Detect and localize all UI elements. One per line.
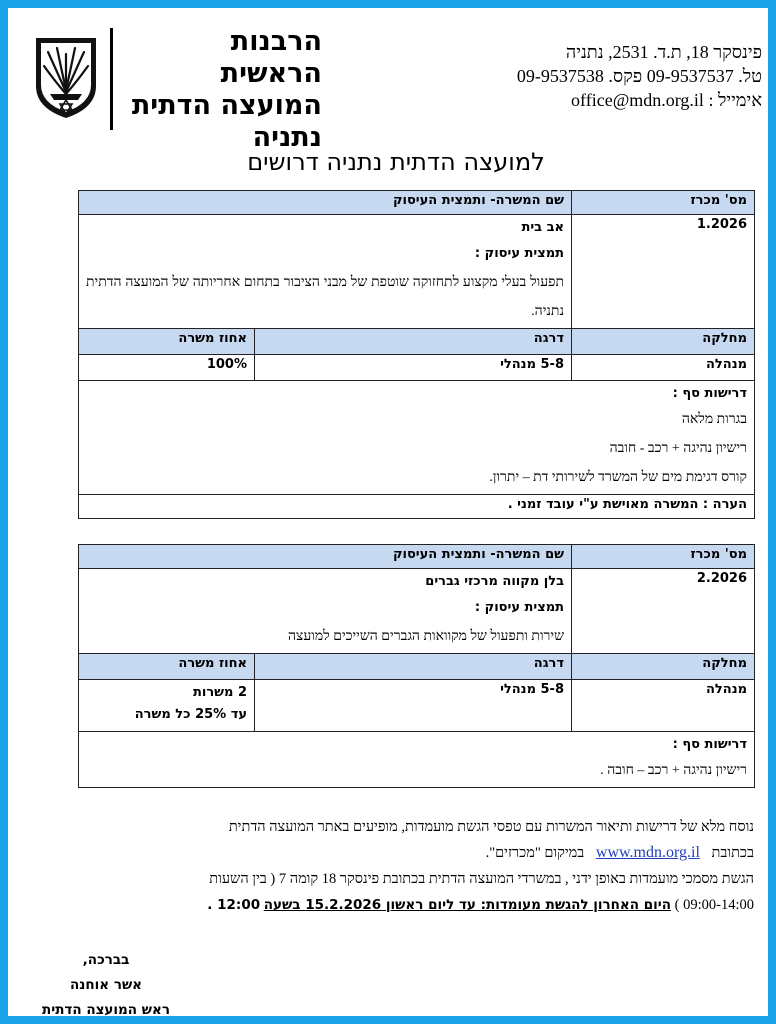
requirement-item: רישיון נהיגה + רכב – חובה . — [600, 763, 748, 778]
website-link[interactable]: www.mdn.org.il — [595, 844, 700, 861]
position-cell — [79, 215, 572, 329]
org-line-2: המועצה הדתית — [131, 90, 322, 121]
department: מנהלה — [572, 680, 755, 732]
grade: 5-8 מנהלי — [255, 680, 572, 732]
requirement-item: קורס דגימת מים של המשרד לשירותי דת – יתרון. — [489, 470, 748, 485]
summary-label: תמצית עיסוק : — [474, 600, 565, 615]
tender-table-2 — [78, 544, 755, 788]
requirement-item: רישיון נהיגה + רכב - חובה — [609, 441, 748, 456]
submission-hours: 09:00-14:00 ) — [674, 897, 754, 913]
address: פינסקר 18, ת.ד. 2531, נתניה — [565, 42, 762, 62]
position-title: אב בית — [521, 220, 565, 235]
letterhead-divider — [110, 28, 113, 130]
requirements-label: דרישות סף : — [672, 737, 748, 752]
page-title: למועצה הדתית נתניה דרושים — [247, 148, 545, 176]
header-percent: אחוז משרה — [79, 329, 255, 355]
signature-block — [26, 948, 186, 1023]
summary-text: תפעול בעלי מקצוע לתחזוקה שוטפת של מבני הציבור בתחום אחריותה של המועצה הדתית נתניה. — [86, 275, 565, 319]
footer-line-1: נוסח מלא של דרישות ותיאור המשרות עם טפסי הגשת מועמדות, מופיעים באתר המועצה הדתית — [228, 819, 754, 835]
email-row — [432, 88, 762, 112]
org-line-1: הרבנות הראשית — [220, 26, 322, 89]
header-tender-no: מס' מכרז — [572, 191, 755, 215]
summary-text: שירות ותפעול של מקוואות הגברים השייכים למועצה — [287, 629, 565, 644]
signer-role: ראש המועצה הדתית — [42, 1002, 170, 1018]
position-title: בלן מקווה מרכזי גברים — [425, 574, 565, 589]
greeting: בברכה, — [82, 952, 130, 968]
email-address[interactable]: office@mdn.org.il — [571, 90, 704, 110]
organization-name — [122, 26, 322, 154]
contact-block — [432, 40, 762, 112]
requirements-cell — [79, 381, 755, 495]
phones: טל. 09-9537537 פקס. 09-9537538 — [516, 66, 762, 86]
requirements-label: דרישות סף : — [672, 386, 748, 401]
tender-table-1 — [78, 190, 755, 519]
org-line-3: נתניה — [252, 122, 322, 153]
tender-no: 1.2026 — [572, 215, 755, 329]
header-department: מחלקה — [572, 329, 755, 355]
deadline-time: 12:00 . — [207, 897, 261, 913]
footer-line-2-prefix: בכתובת — [711, 845, 754, 861]
requirements-cell — [79, 732, 755, 788]
emblem-logo-icon — [32, 34, 100, 120]
footer-text — [46, 814, 754, 918]
summary-label: תמצית עיסוק : — [474, 246, 565, 261]
department: מנהלה — [572, 355, 755, 381]
requirement-item: בגרות מלאה — [681, 412, 748, 427]
signer-name: אשר אוחנה — [69, 977, 143, 993]
percent: 2 משרות — [193, 685, 248, 700]
document-page — [16, 16, 776, 1024]
header-department: מחלקה — [572, 654, 755, 680]
footer-line-4 — [46, 892, 754, 918]
position-cell — [79, 569, 572, 654]
email-label: אימייל : — [708, 90, 762, 110]
percent-cell — [79, 680, 255, 732]
header-grade: דרגה — [255, 654, 572, 680]
tender-note: הערה : המשרה מאוישת ע"י עובד זמני . — [79, 495, 755, 519]
header-position: שם המשרה- ותמצית העיסוק — [79, 191, 572, 215]
header-grade: דרגה — [255, 329, 572, 355]
grade: 5-8 מנהלי — [255, 355, 572, 381]
header-tender-no: מס' מכרז — [572, 545, 755, 569]
header-position: שם המשרה- ותמצית העיסוק — [79, 545, 572, 569]
header-percent: אחוז משרה — [79, 654, 255, 680]
footer-line-2-suffix: במיקום "מכרזים". — [485, 845, 585, 861]
footer-line-2 — [46, 840, 754, 866]
percent-note: עד 25% כל משרה — [134, 707, 248, 722]
deadline: היום האחרון להגשת מעומדות: עד ליום ראשון 15.2.2026 בשעה — [263, 897, 672, 913]
tender-no: 2.2026 — [572, 569, 755, 654]
percent: 100% — [79, 355, 255, 381]
footer-line-3: הגשת מסמכי מועמדות באופן ידני , במשרדי המועצה הדתית בכתובת פינסקר 18 קומה 7 ( בין השעות — [209, 871, 754, 887]
